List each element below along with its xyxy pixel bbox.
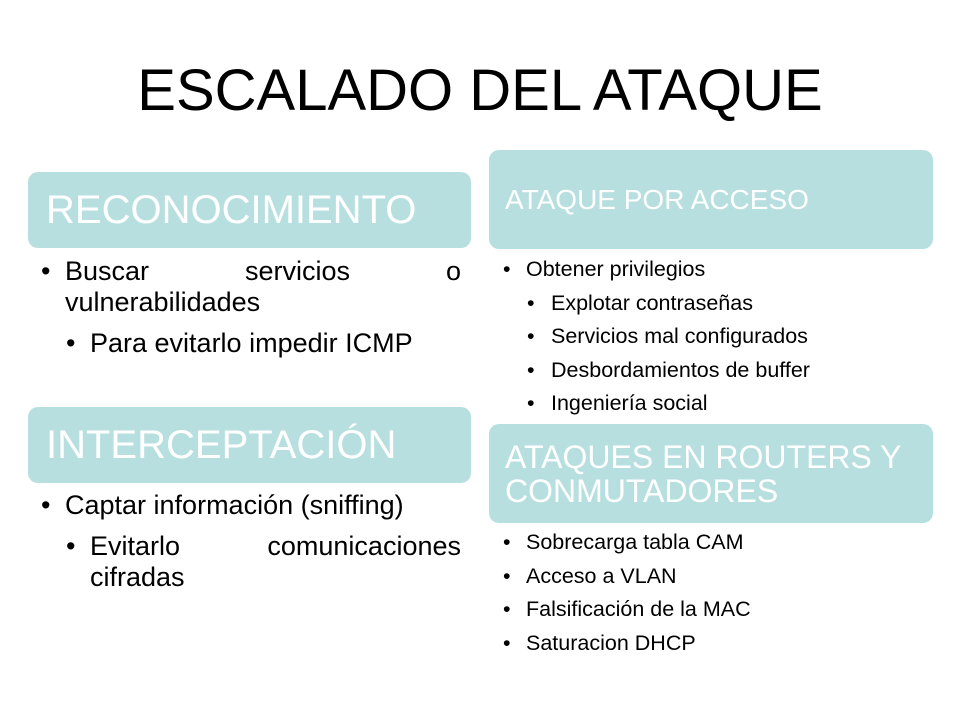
list-subitem: • Para evitarlo impedir ICMP (41, 328, 461, 359)
list-item: • Sobrecarga tabla CAM (503, 526, 943, 560)
intercepcion-list (41, 490, 461, 593)
list-item: • Captar información (sniffing) (41, 490, 461, 521)
routers-heading-box (489, 424, 933, 523)
reconocimiento-heading-box (28, 172, 471, 248)
list-item: • Acceso a VLAN (503, 560, 943, 594)
list-subitem: • Ingeniería social (503, 387, 943, 421)
intercepcion-heading-box (28, 407, 471, 483)
reconocimiento-list (41, 256, 461, 359)
list-item: • Buscar servicios o vulnerabilidades (41, 256, 461, 318)
reconocimiento-heading: RECONOCIMIENTO (46, 187, 417, 232)
list-item: • Saturacion DHCP (503, 627, 943, 661)
list-subitem: • Servicios mal configurados (503, 320, 943, 354)
intercepcion-heading: INTERCEPTACIÓN (46, 422, 397, 467)
list-subitem: • Desbordamientos de buffer (503, 354, 943, 388)
list-subitem: • Evitarlo comunicaciones cifradas (41, 531, 461, 593)
list-subitem: • Explotar contraseñas (503, 287, 943, 321)
list-item: • Falsificación de la MAC (503, 593, 943, 627)
acceso-heading-box (489, 150, 933, 249)
acceso-list (503, 253, 943, 421)
routers-list (503, 526, 943, 660)
slide-title: ESCALADO DEL ATAQUE (137, 58, 823, 123)
list-item: • Obtener privilegios (503, 253, 943, 287)
routers-heading: ATAQUES EN ROUTERS Y CONMUTADORES (505, 438, 901, 509)
acceso-heading: ATAQUE POR ACCESO (505, 183, 809, 215)
